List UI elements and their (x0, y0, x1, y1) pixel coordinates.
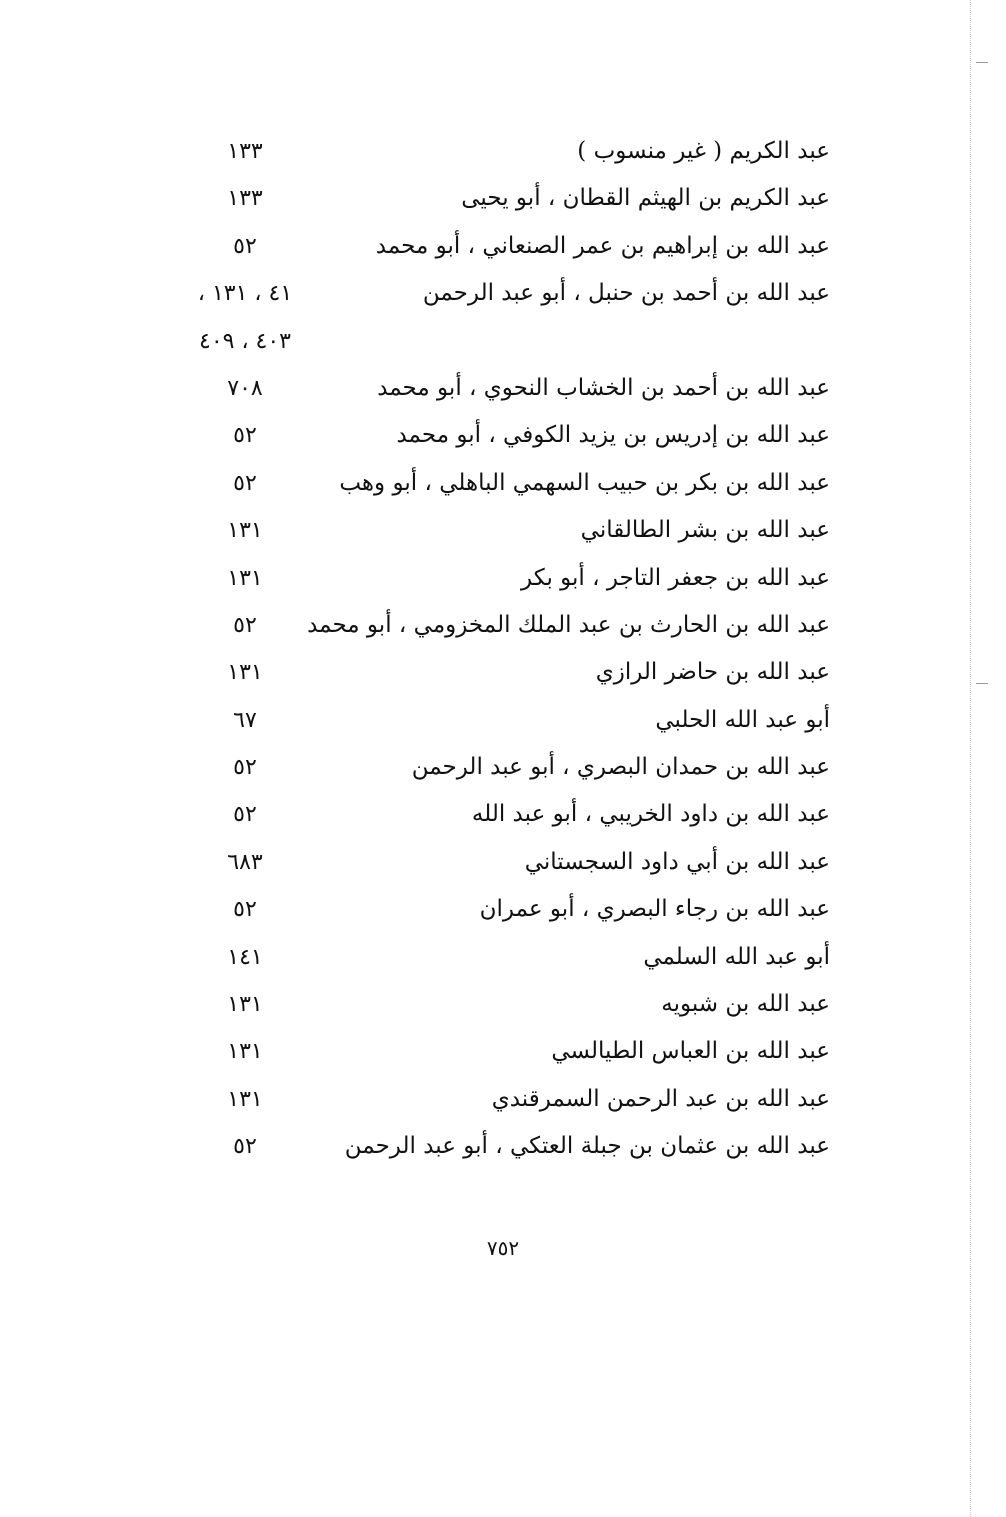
entry-name: عبد الله بن جعفر التاجر ، أبو بكر (521, 564, 830, 591)
index-entry (170, 744, 830, 791)
entry-pages: ٥٢ (233, 1134, 257, 1160)
entry-name: عبد الله بن بكر بن حبيب السهمي الباهلي ، أبو وهب (339, 469, 830, 496)
entry-name: عبد الله بن داود الخريبي ، أبو عبد الله (471, 801, 830, 828)
entry-name: عبد الله بن عثمان بن جبلة العتكي ، أبو عبد الرحمن (344, 1133, 830, 1160)
entry-pages: ٥٢ (233, 755, 257, 781)
index-entry (170, 697, 830, 744)
edge-tick-middle (976, 683, 988, 684)
entry-name: عبد الله بن شبويه (661, 991, 830, 1018)
entry-name: عبد الله بن بشر الطالقاني (580, 517, 830, 544)
index-entry (170, 460, 830, 507)
entry-name: عبد الله بن أبي داود السجستاني (524, 848, 830, 875)
index-entry (170, 1076, 830, 1123)
entry-pages: ١٣٣ (227, 186, 263, 212)
index-entry (170, 1123, 830, 1170)
entry-name: أبو عبد الله السلمي (643, 943, 830, 970)
entry-pages: ١٣٣ (227, 139, 263, 164)
edge-tick-top (976, 62, 988, 63)
entry-pages: ١٣١ (227, 565, 263, 591)
index-entry (170, 839, 830, 886)
index-entry (170, 934, 830, 981)
index-entry-continuation (170, 318, 830, 365)
index-entry (170, 555, 830, 602)
entry-pages: ٥٢ (233, 470, 257, 496)
entry-name: عبد الكريم بن الهيثم القطان ، أبو يحيى (461, 185, 830, 212)
entry-name: عبد الله بن عبد الرحمن السمرقندي (491, 1085, 830, 1112)
entry-name: أبو عبد الله الحلبي (655, 706, 830, 733)
entry-pages: ٥٢ (233, 423, 257, 449)
entry-pages: ٤٠٣ ، ٤٠٩ (199, 328, 291, 354)
entry-name: عبد الله بن رجاء البصري ، أبو عمران (479, 896, 830, 923)
entry-pages: ١٣١ (227, 1039, 263, 1065)
entry-pages: ٧٠٨ (227, 375, 263, 401)
entry-pages: ٥٢ (233, 897, 257, 923)
entry-pages: ٦٨٣ (227, 849, 263, 875)
index-entry (170, 365, 830, 412)
entry-name: عبد الكريم ( غير منسوب ) (577, 138, 830, 164)
scan-edge (970, 0, 972, 1517)
entry-name: عبد الله بن حمدان البصري ، أبو عبد الرحمن (411, 754, 830, 781)
entry-pages: ١٤١ (227, 944, 263, 970)
index-entry (170, 791, 830, 838)
entry-pages: ٥٢ (233, 802, 257, 828)
index-entry (170, 270, 830, 317)
index-entry (170, 602, 830, 649)
index-entry (170, 1028, 830, 1075)
index-entry (170, 981, 830, 1028)
entry-pages: ١٣١ (227, 992, 263, 1018)
entry-pages: ٥٢ (233, 233, 257, 259)
index-entry (170, 223, 830, 270)
entry-pages: ١٣١ (227, 1086, 263, 1112)
index-entry (170, 128, 830, 175)
entry-name: عبد الله بن إدريس بن يزيد الكوفي ، أبو محمد (396, 422, 830, 449)
page-number: ٧٥٢ (486, 1236, 520, 1260)
entry-name: عبد الله بن الحارث بن عبد الملك المخزومي ، أبو محمد (307, 611, 830, 638)
index-list (170, 128, 830, 1171)
entry-name: عبد الله بن أحمد بن الخشاب النحوي ، أبو محمد (377, 374, 830, 401)
index-entry (170, 175, 830, 222)
index-entry (170, 507, 830, 554)
entry-pages: ٥٢ (233, 612, 257, 638)
entry-pages: ٦٧ (233, 707, 257, 733)
index-entry (170, 412, 830, 459)
entry-pages: ٤١ ، ١٣١ ، (197, 281, 293, 307)
entry-pages: ١٣١ (227, 518, 263, 544)
index-entry (170, 886, 830, 933)
entry-name: عبد الله بن حاضر الرازي (595, 659, 830, 686)
index-entry (170, 649, 830, 696)
entry-name: عبد الله بن العباس الطيالسي (551, 1038, 830, 1065)
entry-pages: ١٣١ (227, 660, 263, 686)
entry-name: عبد الله بن إبراهيم بن عمر الصنعاني ، أبو محمد (375, 232, 830, 259)
entry-name: عبد الله بن أحمد بن حنبل ، أبو عبد الرحمن (422, 280, 830, 307)
